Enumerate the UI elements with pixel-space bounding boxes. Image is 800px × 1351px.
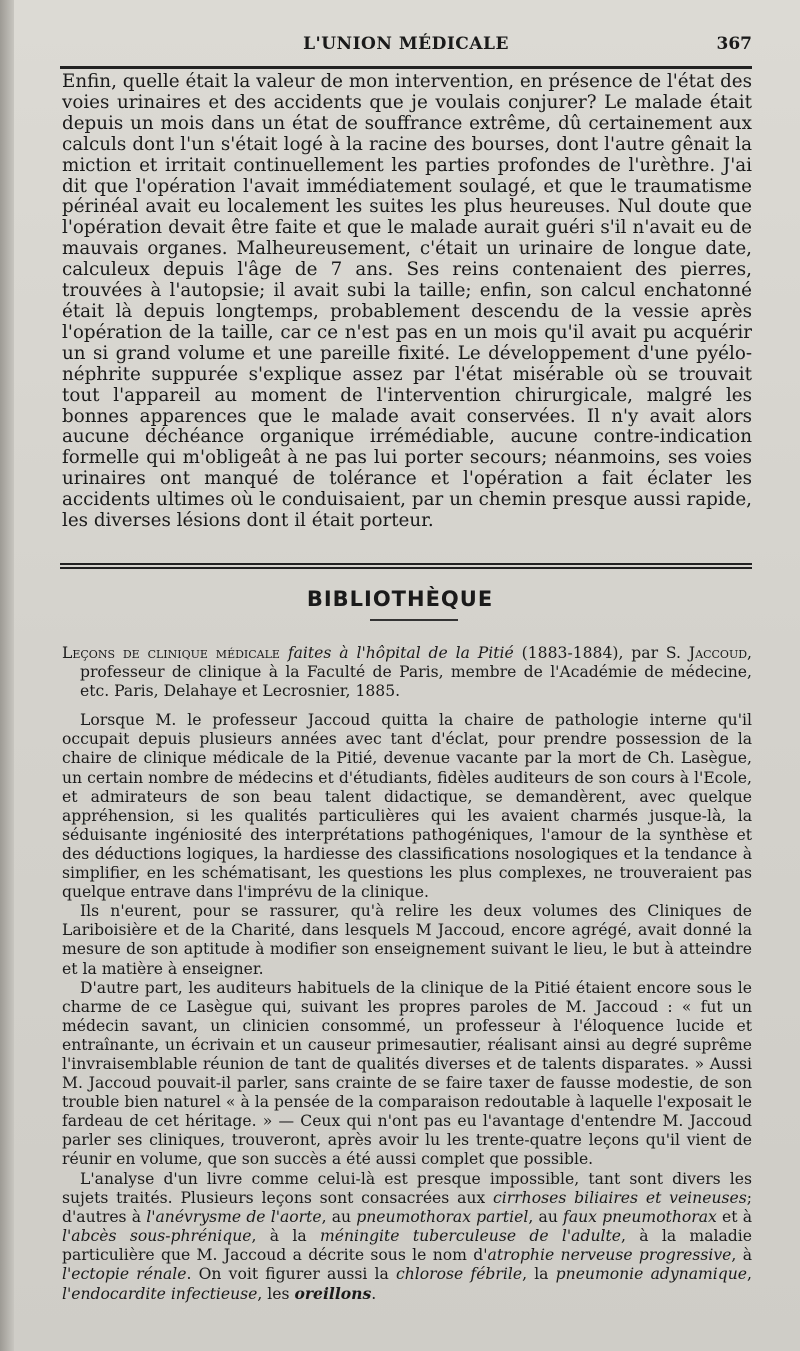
running-title: L'UNION MÉDICALE: [303, 34, 509, 54]
closing-paragraph: Enfin, quelle était la valeur de mon intervention, en présence de l'état des voies urinaires et des accidents que je voulais conjurer? Le malade était depuis un mois dans un état de souffrance extrême, dû certainement aux calculs dont l'un s'était logé à la racine des bourses, dont l'autre gênait la miction et irritait continuellement les parties profondes de l'urèthre. J'ai dit que l'opération l'avait immédiatement soulagé, et que le traumatisme périnéal avait eu localement les suites les plus heureuses. Nul doute que l'opération devait être faite et que le malade aurait guéri s'il n'avait eu de mauvais organes. Malheureusement, c'était un urinaire de longue date, calculeux depuis l'âge de 7 ans. Ses reins contenaient des pierres, trouvées à l'autopsie; il avait subi la taille; enfin, son calcul enchatonné était là depuis longtemps, probablement descendu de la vessie après l'opération de la taille, car ce n'est pas en un mois qu'il avait pu acquérir un si grand volume et une pareille fixité. Le développement d'une pyélo-néphrite suppurée s'explique assez par l'état misérable où se trouvait tout l'appareil au moment de l'intervention chirurgicale, malgré les bonnes apparences que le malade avait conservées. Il n'y avait alors aucune déchéance organique irrémédiable, aucune contre-indication formelle qui m'obligeât à ne pas lui porter secours; néanmoins, ses voies urinaires ont manqué de tolérance et l'opération a fait éclater les accidents ultimes où le conduisaient, par un chemin presque aussi rapide, les diverses lésions dont il était porteur.: [62, 71, 752, 532]
italic-term: pneumothorax partiel: [356, 1207, 529, 1226]
citation-label: Leçons de clinique médicale: [62, 644, 280, 662]
page-header: [60, 30, 752, 60]
review-paragraph-4: [62, 1170, 752, 1305]
text-run: , à: [731, 1245, 753, 1264]
text-run: , à la: [251, 1226, 320, 1245]
italic-term: atrophie nerveuse progressive: [487, 1245, 732, 1264]
text-run: , la: [522, 1265, 556, 1283]
citation-details: (1883-1884), par S.: [521, 644, 682, 662]
text-run: .: [371, 1285, 377, 1304]
page-number: 367: [716, 34, 752, 54]
header-rule: [60, 66, 752, 69]
book-citation: [62, 644, 752, 701]
italic-term: l'endocardite infectieuse: [62, 1285, 258, 1304]
text-run: , au: [321, 1207, 357, 1226]
text-run: L'analyse d'un livre comme celui-là est presque impossible, tant sont divers les sujets traités. Plusieurs leçons sont consacrées aux: [62, 1169, 752, 1207]
text-run: . On voit figurer aussi la: [186, 1265, 397, 1283]
binding-shadow: [0, 0, 14, 1351]
review-paragraph-1: Lorsque M. le professeur Jaccoud quitta la chaire de pathologie interne qu'il occupait depuis plusieurs années avec tant d'éclat, pour prendre possession de la chaire de clinique médicale de la Pitié, devenue vacante par la mort de Ch. Lasègue, un certain nombre de médecins et d'étudiants, fidèles auditeurs de son cours à l'Ecole, et admirateurs de son beau talent didactique, se demandèrent, avec quelque appréhension, si les qualités particulières qui les avaient charmés jusque-là, la séduisante ingéniosité des interprétations pathogéniques, l'amour de la synthèse et des déductions logiques, la hardiesse des classifications nosologiques et la tendance à simplifier, en les schématisant, les questions les plus complexes, ne trouveraient pas quelque entrave dans l'imprévu de la clinique.: [62, 711, 752, 902]
text-run: , à la maladie particulière que M. Jaccoud a décrite sous le nom d': [62, 1226, 752, 1264]
text-run: ,: [747, 1265, 753, 1283]
italic-term: l'anévrysme de l'aorte: [146, 1207, 322, 1226]
italic-term: cirrhoses biliaires et veineuses: [493, 1188, 747, 1207]
text-run: , les: [257, 1285, 295, 1304]
italic-term: l'ectopie rénale: [62, 1265, 187, 1283]
italic-term: méningite tuberculeuse de l'adulte: [319, 1226, 621, 1245]
text-run: ; d'autres à: [62, 1188, 752, 1226]
text-run: et à: [716, 1207, 753, 1226]
text-run: , au: [528, 1207, 564, 1226]
section-divider: [60, 563, 752, 569]
section-title: BIBLIOTHÈQUE: [306, 587, 494, 611]
citation-title: faites à l'hôpital de la Pitié: [287, 644, 514, 662]
citation-rest: , professeur de clinique à la Faculté de Paris, membre de l'Académie de médecine, etc. Paris, Delahaye et Lecrosnier, 1885.: [80, 644, 753, 701]
review-paragraph-3: D'autre part, les auditeurs habituels de la clinique de la Pitié étaient encore sous le charme de ce Lasègue qui, suivant les propres paroles de M. Jaccoud : « fut un médecin savant, un clinicien consommé, un professeur à l'éloquence lucide et entraînante, un écrivain et un causeur primesautier, réalisant ainsi au degré suprême l'invraisemblable réunion de tant de qualités diverses et de talents disparates. » Aussi M. Jaccoud pouvait-il parler, sans crainte de se faire taxer de fausse modestie, de son trouble bien naturel « à la pensée de la comparaison redoutable à laquelle l'exposait le fardeau de cet héritage. » — Ceux qui n'ont pas eu l'avantage d'entendre M. Jaccoud parler ses cliniques, trouveront, après avoir lu les trente-quatre leçons qu'il vient de réunir en volume, que son succès a été aussi complet que possible.: [62, 978, 752, 1169]
italic-term: oreillons: [294, 1284, 372, 1304]
italic-term: faux pneumothorax: [563, 1207, 717, 1226]
italic-term: chlorose fébrile: [396, 1265, 523, 1283]
section-title-underline: [370, 619, 458, 621]
book-review: [62, 644, 752, 1304]
italic-term: pneumonie adynamique: [555, 1265, 748, 1283]
article-continuation: [62, 72, 752, 532]
italic-term: l'abcès sous-phrénique: [62, 1226, 252, 1245]
review-paragraph-2: Ils n'eurent, pour se rassurer, qu'à relire les deux volumes des Cliniques de Lariboisière et de la Charité, dans lesquels M Jaccoud, encore agrégé, avait donné la mesure de son aptitude à modifier son enseignement suivant le lieu, le but à atteindre et la matière à enseigner.: [62, 902, 752, 978]
citation-author: Jaccoud: [688, 644, 748, 662]
